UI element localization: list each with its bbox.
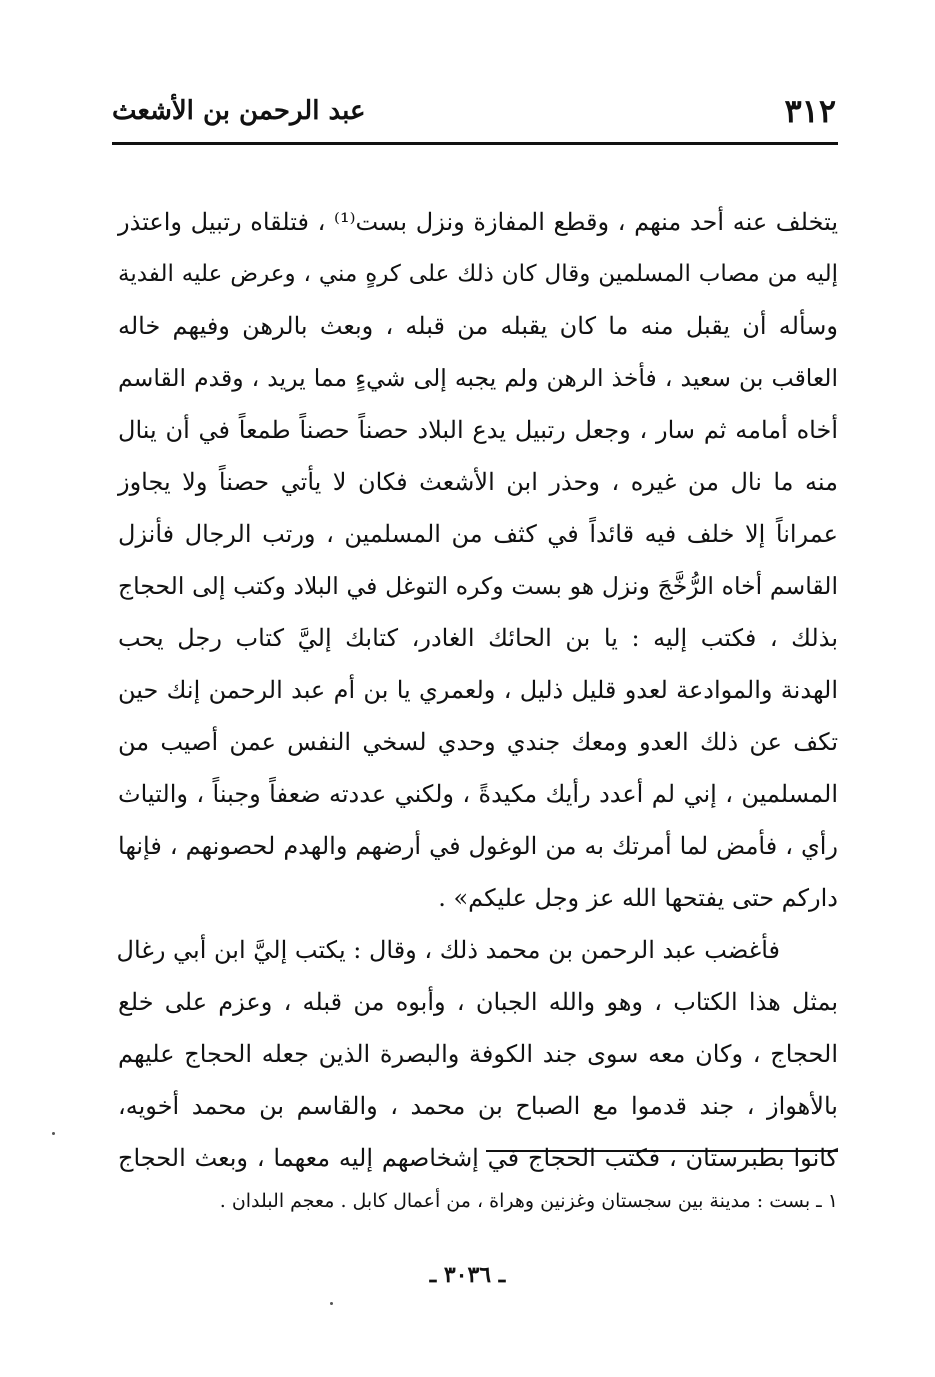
text-line: وسأله أن يقبل منه ما كان يقبله من قبله ، وبعث بالرهن وفيهم خاله bbox=[118, 312, 838, 340]
scan-speck bbox=[330, 1302, 333, 1305]
text-line: بمثل هذا الكتاب ، وهو والله الجبان ، وأبوه من قبله ، وعزم على خلع bbox=[118, 988, 838, 1016]
text-line: عمراناً إلا خلف فيه قائداً في كثف من المسلمين ، ورتب الرجال فأنزل bbox=[118, 520, 838, 548]
text-line: العاقب بن سعيد ، فأخذ الرهن ولم يجبه إلى شيءٍ مما يريد ، وقدم القاسم bbox=[118, 364, 838, 392]
text-line: القاسم أخاه الرُّخَّجَ ونزل هو بست وكره التوغل في البلاد وكتب إلى الحجاج bbox=[118, 572, 838, 600]
text-line: بالأهواز ، جند قدموا مع الصباح بن محمد ، والقاسم بن محمد أخويه، bbox=[118, 1092, 838, 1120]
header-rule bbox=[112, 142, 838, 145]
text-line: الحجاج ، وكان معه سوى جند الكوفة والبصرة الذين جعله الحجاج عليهم bbox=[118, 1040, 838, 1068]
text-line: إليه من مصاب المسلمين وقال كان ذلك على كرهٍ مني ، وعرض عليه الفدية bbox=[118, 261, 838, 287]
text-line: تكف عن ذلك العدو ومعك جندي وحدي لسخي النفس عمن أصيب من bbox=[118, 728, 838, 756]
global-page-number: ـ ٣٠٣٦ ـ bbox=[429, 1262, 506, 1288]
text-line: رأي ، فأمض لما أمرتك به من الوغول في أرضهم والهدم لحصونهم ، فإنها bbox=[118, 832, 839, 860]
text-line: منه ما نال من غيره ، وحذر ابن الأشعث فكان لا يأتي حصناً ولا يجاوز bbox=[118, 468, 838, 496]
page-header bbox=[112, 88, 836, 140]
scan-speck bbox=[52, 1132, 55, 1135]
text-line: كانوا بطبرستان ، فكتب الحجاج في إشخاصهم إليه معهما ، وبعث الحجاج bbox=[118, 1144, 838, 1172]
text-line-paragraph-end: داركم حتى يفتحها الله عز وجل عليكم» . bbox=[438, 884, 838, 912]
page-number: ٣١٢ bbox=[784, 92, 836, 130]
text-line: أخاه أمامه ثم سار ، وجعل رتبيل يدع البلاد حصناً حصناً طمعاً في أن ينال bbox=[118, 416, 838, 444]
text-line: بذلك ، فكتب إليه : يا بن الحائك الغادر، كتابك إليَّ كتاب رجل يحب bbox=[118, 624, 838, 652]
running-title: عبد الرحمن بن الأشعث bbox=[112, 96, 366, 126]
footnote: ١ ـ بست : مدينة بين سجستان وغزنين وهراة ، من أعمال كابل . معجم البلدان . bbox=[219, 1190, 838, 1212]
footnote-separator bbox=[486, 1150, 838, 1152]
text-line: يتخلف عنه أحد منهم ، وقطع المفازة ونزل بست⁽¹⁾ ، فتلقاه رتبيل واعتذر bbox=[118, 208, 839, 236]
text-line-paragraph-start: فأغضب عبد الرحمن بن محمد ذلك ، وقال : يكتب إليَّ ابن أبي رغال bbox=[116, 936, 780, 964]
text-line: المسلمين ، إني لم أعدد رأيك مكيدةً ، ولكني عددته ضعفاً وجبناً ، والتياث bbox=[118, 780, 838, 808]
text-line: الهدنة والموادعة لعدو قليل ذليل ، ولعمري يا بن أم عبد الرحمن إنك حين bbox=[118, 676, 838, 704]
main-text bbox=[118, 196, 838, 1184]
